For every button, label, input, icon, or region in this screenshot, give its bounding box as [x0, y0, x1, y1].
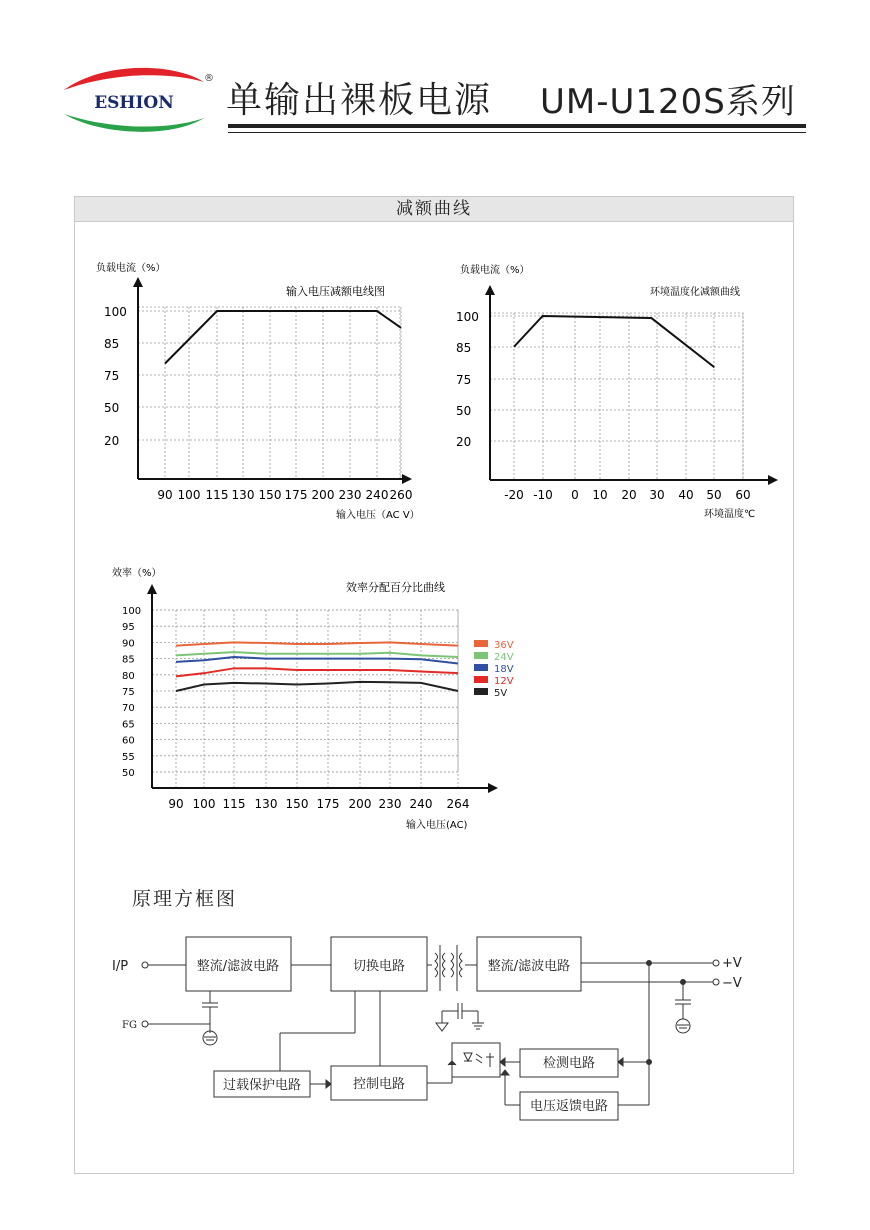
ground-symbol-1 [203, 1031, 217, 1045]
chart3-series-24V [176, 652, 458, 657]
chart1-x-tick-label: 130 [231, 488, 255, 502]
chart1-y-ticks [104, 305, 127, 448]
chart1-x-tick-label: 175 [284, 488, 308, 502]
chart2-x-tick-label: -10 [533, 488, 553, 502]
chart3-ylabel: 效率（%） [112, 568, 162, 579]
chart3-legend-label-5V: 5V [494, 688, 508, 699]
chart3-x-tick-label: 130 [254, 797, 278, 811]
chart3-y-tick-label: 85 [122, 654, 135, 666]
chart2-x-tick-label: -20 [504, 488, 524, 502]
chart1-x-tick-label: 260 [389, 488, 413, 502]
chart3-legend-label-36V: 36V [494, 640, 514, 651]
product-model: UM-U120S系列 [540, 82, 796, 122]
chart3-x-ticks [168, 797, 469, 811]
chart1-x-tick-label: 200 [311, 488, 335, 502]
neg-terminal [713, 979, 719, 985]
chart3-series-12V [176, 668, 458, 676]
chart1-x-ticks [157, 488, 412, 502]
detect-label: 检测电路 [542, 1056, 596, 1071]
input-voltage-derating-chart [90, 255, 430, 525]
chart2-plot-area [490, 313, 743, 480]
chart2-series [514, 316, 714, 367]
chart3-series-18V [176, 657, 458, 663]
logo-green-swoosh [64, 114, 204, 132]
chart2-x-tick-label: 40 [678, 488, 694, 502]
y-axis-arrow [147, 584, 157, 594]
chart3-title: 效率分配百分比曲线 [346, 581, 445, 594]
opto-led-symbol [464, 1053, 472, 1061]
chart3-legend-label-24V: 24V [494, 652, 514, 663]
chart1-x-tick-label: 115 [205, 488, 229, 502]
chart1-x-tick-label: 100 [177, 488, 201, 502]
chart2-ylabel: 负载电流（%） [460, 265, 530, 276]
chart2-x-tick-label: 60 [735, 488, 751, 502]
chart1-y-tick-label: 50 [104, 401, 120, 415]
chart2-y-tick-label: 100 [456, 310, 479, 324]
chart2-grid [490, 313, 743, 480]
chart1-y-tick-label: 20 [104, 434, 120, 448]
chart3-legend-swatch-18V [474, 664, 488, 671]
chart1-ylabel: 负载电流（%） [96, 263, 166, 274]
chart3-grid [152, 610, 458, 788]
chart3-x-tick-label: 200 [348, 797, 372, 811]
chart3-y-tick-label: 95 [122, 622, 135, 634]
chart1-grid [138, 307, 401, 479]
logo-registered-mark: ® [204, 73, 214, 84]
ctrl-label: 控制电路 [352, 1077, 406, 1092]
chart2-xlabel: 环境温度℃ [704, 509, 756, 520]
header-rule-thick [228, 124, 806, 128]
section-title-bar: 减额曲线 [75, 197, 793, 222]
chart1-xlabel: 输入电压（AC V） [336, 510, 420, 521]
transformer-symbol [435, 945, 445, 991]
x-axis-arrow [768, 475, 778, 485]
header-rule-thin [228, 132, 806, 133]
chart3-legend [474, 640, 514, 699]
chart2-x-tick-label: 50 [706, 488, 722, 502]
chart2-x-ticks [504, 488, 750, 502]
y-axis-arrow [133, 277, 143, 287]
chart3-legend-swatch-24V [474, 652, 488, 659]
chart3-y-tick-label: 100 [122, 606, 142, 617]
logo-red-swoosh [64, 68, 204, 90]
efficiency-chart [100, 562, 520, 837]
chart2-title: 环境温度化减额曲线 [650, 287, 740, 298]
temperature-derating-chart [448, 255, 788, 525]
chart1-derating-line [165, 311, 401, 364]
chart1-x-tick-label: 90 [157, 488, 173, 502]
chart2-x-tick-label: 20 [621, 488, 637, 502]
chart3-x-tick-label: 230 [378, 797, 402, 811]
chart1-y-tick-label: 85 [104, 337, 120, 351]
switch-label: 切换电路 [352, 959, 406, 974]
chart3-y-tick-label: 65 [122, 719, 135, 731]
feedback-label: 电压返馈电路 [529, 1099, 609, 1114]
chart2-x-tick-label: 0 [571, 488, 579, 502]
ovp-label: 过载保护电路 [222, 1078, 302, 1093]
chart1-y-tick-label: 75 [104, 369, 120, 383]
chart3-y-ticks [122, 606, 141, 779]
eshion-logo [62, 66, 212, 136]
block-diagram [110, 925, 770, 1130]
product-title: 单输出裸板电源 [226, 80, 493, 121]
chart3-x-tick-label: 150 [285, 797, 309, 811]
chart3-y-tick-label: 70 [122, 703, 135, 715]
chart3-xlabel: 输入电压(AC) [406, 820, 468, 831]
chart3-y-tick-label: 75 [122, 687, 135, 698]
chart1-x-tick-label: 240 [365, 488, 389, 502]
chart3-legend-label-12V: 12V [494, 676, 514, 687]
rect1-label: 整流/滤波电路 [196, 959, 280, 974]
y-axis-arrow [485, 285, 495, 295]
chart3-y-tick-label: 50 [122, 768, 135, 779]
chart3-legend-swatch-12V [474, 676, 488, 683]
chart2-x-tick-label: 10 [592, 488, 608, 502]
chart1-x-tick-label: 150 [258, 488, 282, 502]
chart3-x-tick-label: 100 [192, 797, 216, 811]
chart2-x-tick-label: 30 [649, 488, 665, 502]
pos-terminal [713, 960, 719, 966]
chart3-x-tick-label: 115 [222, 797, 246, 811]
optocoupler-box [452, 1043, 500, 1077]
chart3-series [176, 642, 458, 691]
ground-symbol-2 [676, 1019, 690, 1033]
chart1-plot-area [138, 307, 400, 479]
chart3-legend-swatch-5V [474, 688, 488, 695]
chart3-legend-swatch-36V [474, 640, 488, 647]
chart1-axes [133, 277, 412, 484]
chart2-derating-line [514, 316, 714, 367]
chart3-x-tick-label: 90 [168, 797, 184, 811]
chart1-title: 输入电压减额电线图 [286, 285, 385, 298]
block-diagram-title: 原理方框图 [132, 888, 238, 910]
logo-brand-text: ESHION [94, 93, 174, 113]
x-axis-arrow [402, 474, 412, 484]
chart3-legend-label-18V: 18V [494, 664, 514, 675]
chart2-y-tick-label: 85 [456, 341, 472, 355]
ip-label: I/P [112, 959, 129, 974]
chart3-x-tick-label: 175 [316, 797, 340, 811]
chart3-y-tick-label: 60 [122, 735, 135, 747]
chart3-x-tick-label: 264 [446, 797, 470, 811]
chart1-x-tick-label: 230 [338, 488, 362, 502]
chart3-y-tick-label: 55 [122, 751, 135, 763]
chart3-series-36V [176, 642, 458, 645]
chart3-series-5V [176, 682, 458, 691]
x-axis-arrow [488, 783, 498, 793]
chart3-x-tick-label: 240 [409, 797, 433, 811]
neg-label: −V [722, 976, 742, 991]
chart1-series [165, 311, 401, 364]
chart3-y-tick-label: 80 [122, 670, 135, 682]
primary-ground-triangle [436, 1023, 448, 1031]
chart2-axes [485, 285, 778, 485]
ip-terminal [142, 962, 148, 968]
chart2-y-tick-label: 75 [456, 373, 472, 387]
chart2-y-tick-label: 20 [456, 435, 472, 449]
rect2-label: 整流/滤波电路 [487, 959, 571, 974]
fg-terminal [142, 1021, 148, 1027]
chart3-y-tick-label: 90 [122, 638, 135, 650]
chart2-y-tick-label: 50 [456, 404, 472, 418]
fg-label: FG [122, 1020, 137, 1031]
pos-label: +V [722, 956, 742, 971]
chart2-y-ticks [456, 310, 479, 449]
chart1-y-tick-label: 100 [104, 305, 127, 319]
